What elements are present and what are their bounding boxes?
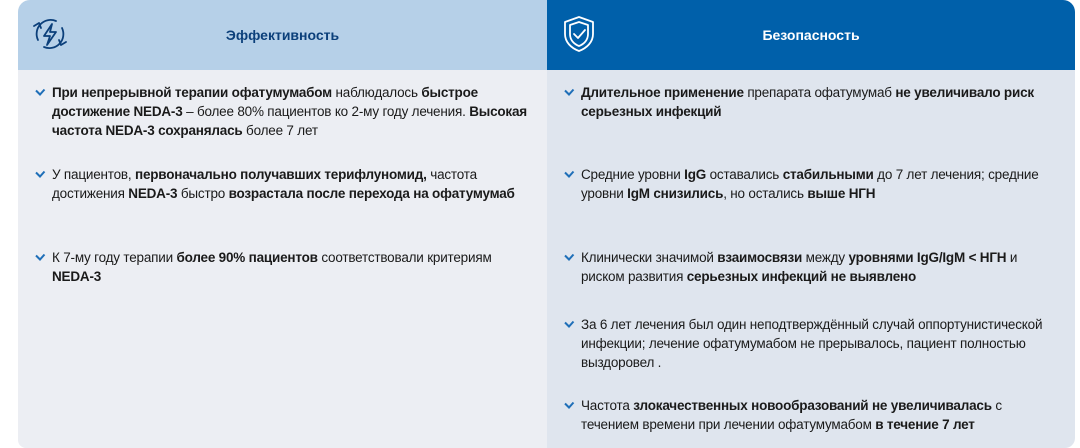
efficacy-panel	[18, 0, 547, 448]
bold-text: первоначально получавших терифлуномид,	[135, 167, 427, 182]
text: более 7 лет	[242, 123, 318, 138]
safety-title: Безопасность	[762, 27, 860, 43]
text: и риском развития	[581, 250, 1018, 284]
text: между	[802, 250, 849, 265]
checkmark-icon	[563, 251, 575, 263]
bold-text: Высокая частота NEDA-3 сохранялась	[52, 104, 527, 138]
checkmark-icon	[563, 399, 575, 411]
bold-text: уровнями IgG/IgM < НГН	[848, 250, 1007, 265]
efficacy-item	[34, 248, 535, 286]
checkmark-icon	[563, 86, 575, 98]
bold-text: Длительное применение	[581, 85, 744, 100]
checkmark-icon	[563, 168, 575, 180]
safety-item	[563, 165, 1063, 203]
bold-text: IgM снизились	[627, 186, 724, 201]
text: – более 80% пациентов ко 2-му году лечения.	[182, 104, 470, 119]
text: наблюдалось	[331, 85, 422, 100]
text: Средние уровни	[581, 167, 685, 182]
bold-text: в течение 7 лет	[875, 417, 975, 432]
text: с течением времени при лечении офатумумабом	[581, 398, 1002, 432]
text: препарата офатумумаб	[743, 85, 896, 100]
text: оставались	[706, 167, 783, 182]
safety-item	[563, 315, 1063, 372]
bold-text: злокачественных новообразований не увеличивалась	[633, 398, 992, 413]
bold-text: возрастала после перехода на офатумумаб	[228, 186, 515, 201]
text: частота достижения	[52, 167, 477, 201]
checkmark-icon	[563, 318, 575, 330]
safety-item	[563, 248, 1063, 286]
safety-header	[547, 0, 1075, 70]
text: У пациентов,	[52, 167, 135, 182]
checkmark-icon	[34, 168, 46, 180]
shield-check-icon	[559, 14, 599, 54]
efficacy-item	[34, 83, 535, 140]
text: , но остались	[723, 186, 808, 201]
efficacy-header	[18, 0, 547, 70]
checkmark-icon	[34, 251, 46, 263]
text: К 7-му году терапии	[52, 250, 177, 265]
bold-text: NEDA-3	[52, 269, 102, 284]
safety-item	[563, 83, 1063, 121]
bold-text: серьезных инфекций не выявлено	[686, 269, 917, 284]
efficacy-item	[34, 165, 535, 203]
lightning-cycle-icon	[30, 14, 70, 54]
checkmark-icon	[34, 86, 46, 98]
safety-item	[563, 396, 1063, 434]
bold-text: быстрое достижение NEDA-3	[52, 85, 478, 119]
bold-text: взаимосвязи	[717, 250, 803, 265]
bold-text: не увеличивало риск серьезных инфекций	[581, 85, 1034, 119]
efficacy-title: Эффективность	[225, 27, 340, 43]
bold-text: более 90% пациентов	[176, 250, 318, 265]
text: до 7 лет лечения; средние уровни	[581, 167, 1039, 201]
bold-text: При непрерывной терапии офатумумабом	[52, 85, 332, 100]
bold-text: NEDA-3	[128, 186, 178, 201]
safety-panel	[547, 0, 1075, 448]
text: соответствовали критериям	[317, 250, 492, 265]
bold-text: IgG	[684, 167, 707, 182]
text: быстро	[177, 186, 229, 201]
text: За 6 лет лечения был один неподтверждённый случай оппортунистической инфекции; лечение офатумумабом не прерывалось, пациент полностью выздоровел .	[581, 317, 1043, 370]
text: Частота	[581, 398, 634, 413]
text: Клинически значимой	[581, 250, 718, 265]
bold-text: выше НГН	[807, 186, 876, 201]
bold-text: стабильными	[782, 167, 874, 182]
